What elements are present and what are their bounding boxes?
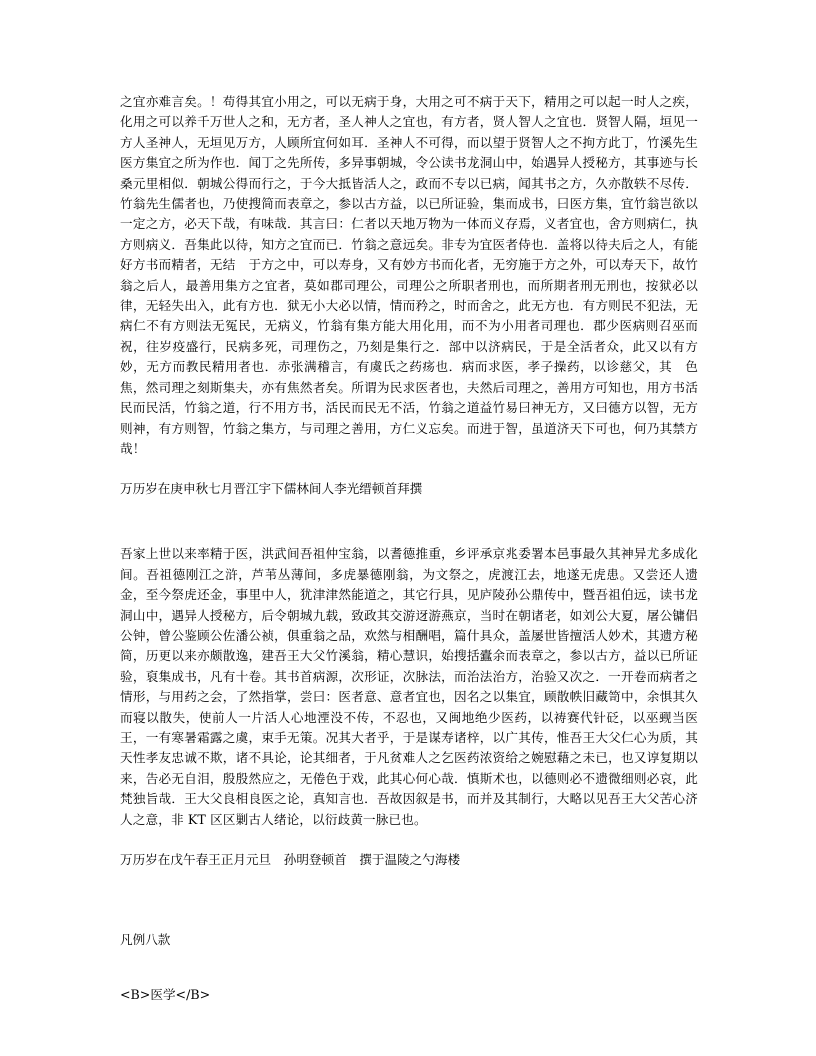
preface-signature-1: 万历岁在庚申秋七月晋江宇下儒林间人李光缙顿首拜撰 <box>120 481 423 497</box>
section-heading: 凡例八款 <box>120 932 171 947</box>
preface-signature-2: 万历岁在戊午春王正月元旦 孙明登顿首 撰于温陵之勺海楼 <box>120 852 461 867</box>
preface-paragraph-2: 吾家上世以来率精于医，洪武间吾祖仲宝翁，以耆德推重，乡评承京兆委署本邑事最久其神异尤多成化间。吾祖德刚江之浒，芦苇丛薄间，多虎暴德刚翁，为文祭之，虎渡江去，地遂无虎患。又尝还人遗金，至今祭虎还金，事里中人，犹津津然能道之，其它行具，见庐陵孙公鼎传中，暨吾祖伯远，读书龙洞山中，遇异人授秘方，后令朝城九载，致政其交游迓游燕京，当时在朝诸老，如刘公大夏，屠公镛侣公钟，曾公鉴顾公佐潘公祯，俱重翁之品，欢然与相酬唱，篇什具众，盖屡世皆擅活人妙术，其遗方秘简，历更以来亦颇散逸，建吾王大父竹溪翁，精心慧识，始搜括蠹余而表章之，参以古方，益以已所证验，裒集成书，凡有十卷。其书首病源，次形证，次脉法，而治法治方，治验又次之．一开卷而病者之情形，与用药之会，了然指掌，尝曰：医者意、意者宜也，因名之以集宜，顾散帙旧藏笥中，余惧其久而寝以散失，使前人一片活人心地湮没不传，不忍也，又闽地绝少医药，以祷赛代针砭，以巫觋当医王，一有寒暑霜露之虞，束手无策。况其大者乎，于是谋寿诸梓，以广其传，惟吾王大父仁心为质，其天性孝友忠诚不欺，诸不具论，论其细者，于凡贫难人之乞医药浓资给之婉慰藉之未已，也又谆复期以来，告必无自泪，殷殷然应之，无倦色于戏，此其心何心哉．慎斯术也，以德则必不遗微细则必哀，此梵独旨哉．王大父良相良医之论，真知言也．吾故因叙是书，而并及其制行，大略以见吾王大父苦心济人之意，非 KT 区区剿古人绪论，以衍歧黄一脉已也。 <box>120 546 698 827</box>
section-subheading: <B>医学</B> <box>120 987 211 1002</box>
preface-paragraph-1: 之宜亦难言矣。！苟得其宜小用之，可以无病于身，大用之可不病于天下，精用之可以起一时人之疾，化用之可以养千万世人之和，无方者，圣人神人之宜也，有方者，贤人智人之宜也．贤智人隔，垣见一方人圣神人，无垣见万方，人顾所宜何如耳．圣神人不可得，而以望于贤智人之不拘方此丁，竹溪先生医方集宜之所为作也．闻丁之先所传，多异事朝城，令公读书龙洞山中，始遇异人授秘方，其事迹与长桑元里相似．朝城公得而行之，于今大抵皆活人之，政而不专以已病，闻其书之方，久亦散轶不尽传．竹翁先生儒者也，乃使搜简而表章之，参以古方益，以已所证验，集而成书，曰医方集，宜竹翁岂欲以一定之方，必天下哉，有味哉．其言曰：仁者以天地万物为一体而义存焉，义者宜也，舍方则病仁，执方则病义．吾集此以待，知方之宜而已．竹翁之意远矣。非专为宜医者侍也．盖将以待夫后之人，有能好方书而精者，无结 于方之中，可以寿身，又有妙方书而化者，无穷施于方之外，可以寿天下，故竹翁之后人，最善用集方之宜者，莫如郡司理公，司理公之所职者刑也，而所期者刑无刑也，按狱必以律，无轻失出入，此有方也．狱无小大必以情，情而矜之，时而舍之，此无方也．有方则民不犯法，无病仁不有方则法无冤民，无病义，竹翁有集方能大用化用，而不为小用者司理也．郡少医病则召巫而祝，往岁疫盛行，民病多死，司理伤之，乃刻是集行之．部中以济病民，于是全活者众，此又以有方妙，无方而教民精用者也．赤张满稽言，有虞氏之药疡也．病而求医，孝子操药，以诊慈父，其 色焦，然司理之刻斯集夫，亦有焦然者矣。所谓为民求医者也，夫然后司理之，善用方可知也，用方书活民而民活，竹翁之道，行不用方书，活民而民无不活，竹翁之道益竹易曰神无方，又曰德方以智，无方则神，有方则智，竹翁之集方，与司理之善用，方仁义忘矣。而进于智，虽道济天下可也，何乃其禁方哉！ <box>120 94 698 456</box>
document-page <box>120 92 698 1005</box>
